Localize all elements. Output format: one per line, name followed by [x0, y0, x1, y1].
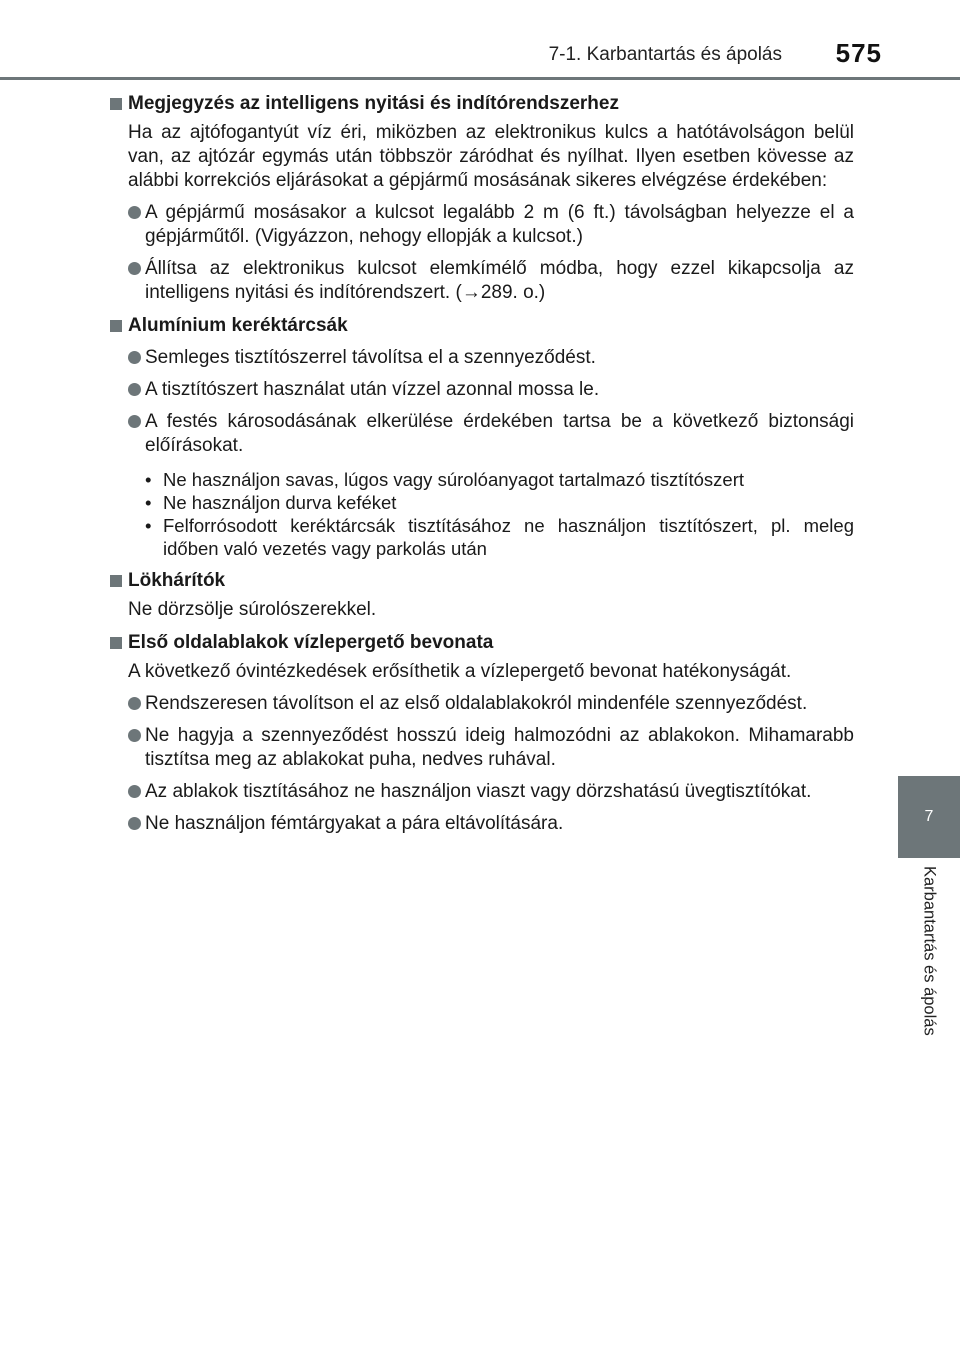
- round-bullet-icon: [128, 415, 141, 428]
- list-item: [108, 692, 854, 716]
- square-bullet-icon: [110, 98, 122, 110]
- round-bullet-icon: [128, 206, 141, 219]
- section-heading: [108, 314, 854, 338]
- round-bullet-icon: [128, 697, 141, 710]
- list-item-text: Ne használjon fémtárgyakat a pára eltávolítására.: [145, 813, 564, 834]
- list-item-text: A gépjármű mosásakor a kulcsot legalább 2 m (6 ft.) távolságban helyezze el a gépjárműtől. (Vigyázzon, nehogy ellopják a kulcsot.): [145, 202, 854, 247]
- sub-list-item-text: Ne használjon durva keféket: [163, 492, 397, 513]
- list-item-text: Az ablakok tisztításához ne használjon viaszt vagy dörzshatású üvegtisztítókat.: [145, 781, 812, 802]
- small-bullet-icon: •: [145, 469, 152, 490]
- round-bullet-icon: [128, 262, 141, 275]
- sub-list-item: [108, 468, 854, 491]
- round-bullet-icon: [128, 383, 141, 396]
- section-heading-text: Megjegyzés az intelligens nyitási és indítórendszerhez: [128, 93, 619, 114]
- list-item-text: Állítsa az elektronikus kulcsot elemkímélő módba, hogy ezzel kikapcsolja az intelligens nyitási és indítórendszert. (→289. o.): [145, 258, 854, 303]
- list-item: [108, 346, 854, 370]
- square-bullet-icon: [110, 637, 122, 649]
- round-bullet-icon: [128, 729, 141, 742]
- list-item: [108, 257, 854, 305]
- page-number: 575: [835, 38, 882, 68]
- list-item: [108, 780, 854, 804]
- section-heading-text: Első oldalablakok vízlepergető bevonata: [128, 632, 494, 653]
- round-bullet-icon: [128, 817, 141, 830]
- chapter-side-label-text: Karbantartás és ápolás: [920, 866, 939, 1036]
- list-item: [108, 378, 854, 402]
- sub-list-item: [108, 491, 854, 514]
- list-item: [108, 724, 854, 772]
- section-heading: [108, 569, 854, 593]
- section-heading: [108, 631, 854, 655]
- page-content: [108, 92, 854, 836]
- list-item: [108, 812, 854, 836]
- list-item: [108, 201, 854, 249]
- small-bullet-icon: •: [145, 492, 152, 513]
- section-heading-text: Alumínium keréktárcsák: [128, 315, 348, 336]
- chapter-side-label: [898, 866, 960, 1086]
- list-item-text: Rendszeresen távolítson el az első oldalablakokról mindenféle szennyeződést.: [145, 693, 808, 714]
- square-bullet-icon: [110, 320, 122, 332]
- list-item-text: A festés károsodásának elkerülése érdekében tartsa be a következő biztonsági előírásokat.: [145, 411, 854, 456]
- square-bullet-icon: [110, 575, 122, 587]
- round-bullet-icon: [128, 351, 141, 364]
- section-paragraph: Ne dörzsölje súrolószerekkel.: [128, 599, 377, 620]
- section-heading: [108, 92, 854, 116]
- list-item: [108, 410, 854, 458]
- chapter-title: 7-1. Karbantartás és ápolás: [548, 44, 782, 65]
- page-header: [0, 0, 960, 80]
- header-divider: [0, 77, 960, 80]
- list-item-text: A tisztítószert használat után vízzel azonnal mossa le.: [145, 379, 600, 400]
- sub-list-item-text: Felforrósodott keréktárcsák tisztításához ne használjon tisztítószert, pl. meleg időben való vezetés vagy parkolás után: [163, 515, 854, 559]
- round-bullet-icon: [128, 785, 141, 798]
- section-heading-text: Lökhárítók: [128, 570, 226, 591]
- chapter-number: 7: [924, 808, 934, 825]
- section-paragraph: Ha az ajtófogantyút víz éri, miközben az elektronikus kulcs a hatótávolságon belül van, az ajtózár egymás után többször záródhat és nyílhat. Ilyen esetben kövesse az alábbi korrekciós eljárásokat a gépjármű mosásának sikeres elvégzése érdekében:: [128, 122, 854, 191]
- section-paragraph: A következő óvintézkedések erősíthetik a vízlepergető bevonat hatékonyságát.: [128, 661, 792, 682]
- sub-list: [108, 468, 854, 560]
- list-item-text: Semleges tisztítószerrel távolítsa el a szennyeződést.: [145, 347, 596, 368]
- list-item-text: Ne hagyja a szennyeződést hosszú ideig halmozódni az ablakokon. Mihamarabb tisztítsa meg az ablakokat puha, nedves ruhával.: [145, 725, 854, 770]
- sub-list-item-text: Ne használjon savas, lúgos vagy súrolóanyagot tartalmazó tisztítószert: [163, 469, 744, 490]
- small-bullet-icon: •: [145, 515, 152, 536]
- chapter-tab: [898, 776, 960, 858]
- sub-list-item: [108, 514, 854, 560]
